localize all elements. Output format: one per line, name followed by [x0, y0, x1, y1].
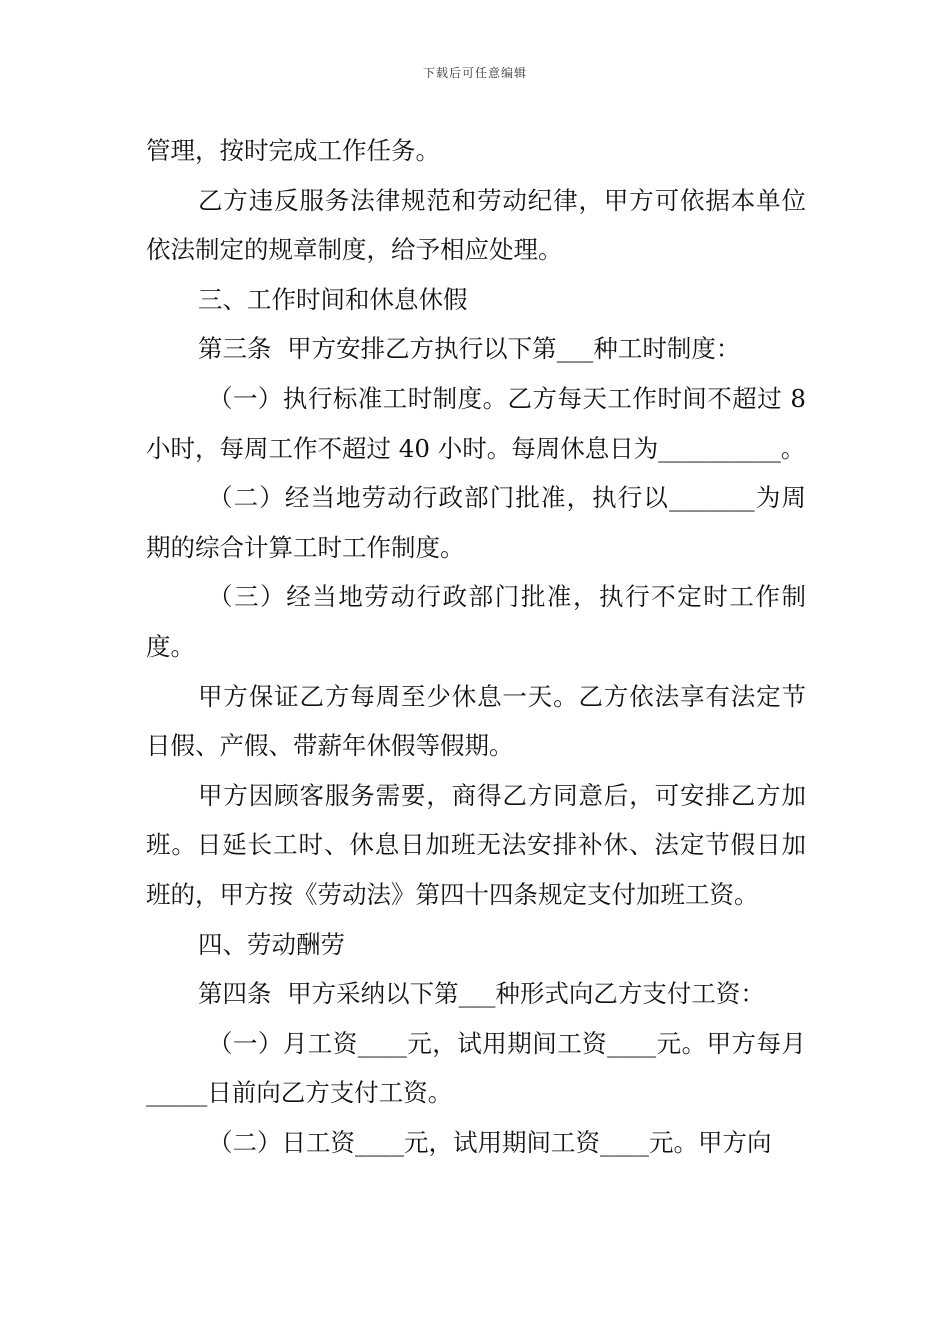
paragraph-management-continuation: 管理，按时完成工作任务。	[146, 136, 440, 165]
clause-comprehensive-hours: （二）经当地劳动行政部门批准，执行以_______为周期的综合计算工时工作制度。	[146, 483, 806, 562]
paragraph-overtime: 甲方因顾客服务需要，商得乙方同意后，可安排乙方加班。日延长工时、休息日加班无法安排补休、法定节假日加班的，甲方按《劳动法》第四十四条规定支付加班工资。	[146, 780, 806, 909]
clause-standard-hours: （一）执行标准工时制度。乙方每天工作时间不超过 8 小时，每周工作不超过 40 小时。每周休息日为__________。	[146, 383, 814, 463]
paragraph-rest-guarantee: 甲方保证乙方每周至少休息一天。乙方依法享有法定节日假、产假、带薪年休假等假期。	[146, 681, 806, 761]
section-heading-remuneration: 四、劳动酬劳	[198, 929, 345, 959]
article-three: 第三条 甲方安排乙方执行以下第___种工时制度：	[198, 334, 741, 364]
section-heading-working-hours: 三、工作时间和休息休假	[198, 284, 468, 314]
paragraph-violation-handling: 乙方违反服务法律规范和劳动纪律，甲方可依据本单位依法制定的规章制度，给予相应处理。	[146, 185, 806, 265]
clause-daily-wage: （二）日工资____元，试用期间工资____元。甲方向	[208, 1127, 772, 1157]
article-four: 第四条 甲方采纳以下第___种形式向乙方支付工资：	[198, 979, 765, 1009]
page-header: 下载后可任意编辑	[422, 66, 527, 80]
clause-monthly-wage: （一）月工资____元，试用期间工资____元。甲方每月_____日前向乙方支付工资。	[146, 1028, 806, 1108]
clause-flexible-hours: （三）经当地劳动行政部门批准，执行不定时工作制度。	[146, 582, 806, 661]
document-body	[146, 126, 814, 1167]
